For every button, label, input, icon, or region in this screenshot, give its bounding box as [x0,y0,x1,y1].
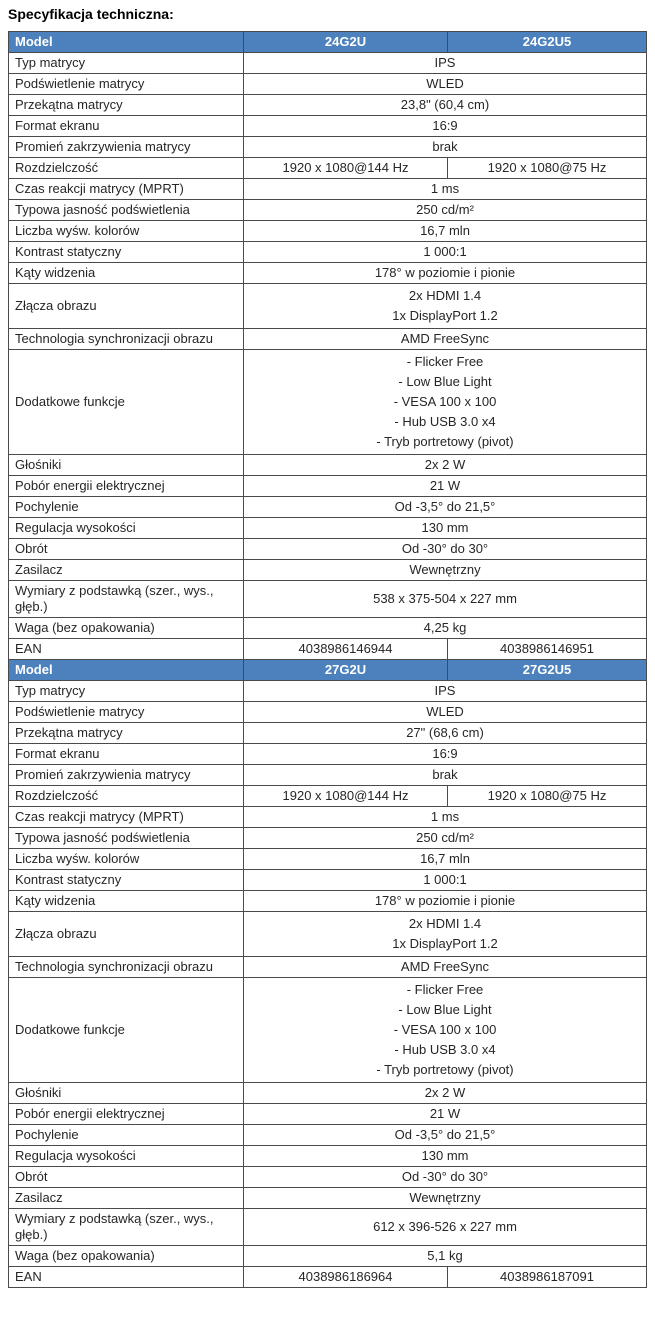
spec-label-cell: Technologia synchronizacji obrazu [9,329,244,350]
value-line: - VESA 100 x 100 [393,394,497,409]
spec-label-cell: Dodatkowe funkcje [9,978,244,1083]
spec-value-cell: 250 cd/m² [244,200,647,221]
value-line: 1x DisplayPort 1.2 [392,308,498,323]
table-row [9,116,647,137]
model-header-cell-24G2U: 24G2U [244,32,448,53]
table-row [9,137,647,158]
spec-label-cell: Typ matrycy [9,681,244,702]
spec-value-cell: 1 000:1 [244,242,647,263]
spec-label-cell: Format ekranu [9,116,244,137]
spec-value-cell: 21 W [244,1104,647,1125]
spec-value-cell: 1920 x 1080@75 Hz [448,786,647,807]
table-row [9,329,647,350]
table-row [9,912,647,957]
table-row [9,681,647,702]
spec-value-cell: 538 x 375-504 x 227 mm [244,581,647,618]
table-row [9,870,647,891]
spec-value-cell [244,912,647,957]
spec-label-cell: Przekątna matrycy [9,723,244,744]
table-row [9,497,647,518]
value-line: 1x DisplayPort 1.2 [392,936,498,951]
spec-label-cell: Pochylenie [9,1125,244,1146]
spec-label-cell: Złącza obrazu [9,284,244,329]
spec-value-cell: Wewnętrzny [244,1188,647,1209]
spec-value-cell: brak [244,765,647,786]
spec-value-cell: WLED [244,74,647,95]
spec-label-cell: Kąty widzenia [9,891,244,912]
table-row [9,200,647,221]
spec-table [8,31,647,1288]
table-row [9,158,647,179]
spec-value-cell: Od -3,5° do 21,5° [244,1125,647,1146]
spec-label-cell: Obrót [9,539,244,560]
model-header-row [9,660,647,681]
table-row [9,1125,647,1146]
spec-label-cell: Typowa jasność podświetlenia [9,828,244,849]
table-row [9,1188,647,1209]
table-row [9,1083,647,1104]
spec-label-cell: Obrót [9,1167,244,1188]
spec-label-cell: Typ matrycy [9,53,244,74]
table-row [9,702,647,723]
model-header-label: Model [9,32,244,53]
table-row [9,179,647,200]
value-line: - Tryb portretowy (pivot) [376,1062,514,1077]
spec-label-cell: Zasilacz [9,1188,244,1209]
spec-value-cell: 16,7 mln [244,849,647,870]
spec-label-cell: Złącza obrazu [9,912,244,957]
table-row [9,1104,647,1125]
spec-label-cell: Pochylenie [9,497,244,518]
table-row [9,455,647,476]
spec-value-cell [244,284,647,329]
spec-value-cell: 2x 2 W [244,1083,647,1104]
value-line: - Flicker Free [406,354,484,369]
table-row [9,242,647,263]
spec-value-cell: 21 W [244,476,647,497]
table-row [9,978,647,1083]
spec-label-cell: Pobór energii elektrycznej [9,476,244,497]
page-title: Specyfikacja techniczna: [8,6,174,22]
table-row [9,1146,647,1167]
model-header-row [9,32,647,53]
spec-value-cell [244,978,647,1083]
table-row [9,723,647,744]
spec-value-cell: IPS [244,681,647,702]
value-line: - Hub USB 3.0 x4 [394,1042,496,1057]
spec-label-cell: Głośniki [9,1083,244,1104]
spec-value-cell: 27" (68,6 cm) [244,723,647,744]
spec-label-cell: Liczba wyśw. kolorów [9,849,244,870]
model-header-cell-24G2U5: 24G2U5 [448,32,647,53]
spec-value-cell: Wewnętrzny [244,560,647,581]
value-line: - Flicker Free [406,982,484,997]
spec-value-cell: 4038986146944 [244,639,448,660]
table-row [9,284,647,329]
spec-label-cell: Zasilacz [9,560,244,581]
value-line: 2x HDMI 1.4 [408,288,482,303]
model-header-cell-27G2U: 27G2U [244,660,448,681]
spec-label-cell: Liczba wyśw. kolorów [9,221,244,242]
spec-value-cell: 16,7 mln [244,221,647,242]
spec-value-cell: 4038986186964 [244,1267,448,1288]
spec-label-cell: Regulacja wysokości [9,1146,244,1167]
spec-value-cell: 2x 2 W [244,455,647,476]
spec-label-cell: Regulacja wysokości [9,518,244,539]
spec-label-cell: Czas reakcji matrycy (MPRT) [9,807,244,828]
spec-value-cell: 612 x 396-526 x 227 mm [244,1209,647,1246]
spec-value-cell: 5,1 kg [244,1246,647,1267]
table-row [9,618,647,639]
table-row [9,1167,647,1188]
table-row [9,807,647,828]
spec-value-cell: 16:9 [244,744,647,765]
spec-label-cell: Rozdzielczość [9,786,244,807]
value-line: - Hub USB 3.0 x4 [394,414,496,429]
table-row [9,828,647,849]
spec-label-cell: Technologia synchronizacji obrazu [9,957,244,978]
spec-value-cell: 4,25 kg [244,618,647,639]
table-row [9,786,647,807]
spec-value-cell: Od -30° do 30° [244,1167,647,1188]
spec-value-cell: Od -3,5° do 21,5° [244,497,647,518]
spec-value-cell: 1920 x 1080@144 Hz [244,158,448,179]
table-row [9,539,647,560]
spec-value-cell: 16:9 [244,116,647,137]
spec-value-cell: 178° w poziomie i pionie [244,891,647,912]
model-header-cell-27G2U5: 27G2U5 [448,660,647,681]
table-row [9,957,647,978]
table-row [9,849,647,870]
spec-value-cell: 23,8" (60,4 cm) [244,95,647,116]
spec-value-cell: WLED [244,702,647,723]
table-row [9,95,647,116]
table-row [9,1209,647,1246]
table-row [9,1246,647,1267]
spec-label-cell: Promień zakrzywienia matrycy [9,765,244,786]
spec-label-cell: EAN [9,1267,244,1288]
table-row [9,639,647,660]
table-row [9,765,647,786]
spec-label-cell: Promień zakrzywienia matrycy [9,137,244,158]
table-row [9,581,647,618]
spec-value-cell: AMD FreeSync [244,329,647,350]
spec-label-cell: EAN [9,639,244,660]
spec-label-cell: Podświetlenie matrycy [9,74,244,95]
spec-label-cell: Dodatkowe funkcje [9,350,244,455]
spec-label-cell: Kąty widzenia [9,263,244,284]
table-row [9,518,647,539]
table-row [9,560,647,581]
spec-label-cell: Podświetlenie matrycy [9,702,244,723]
table-row [9,891,647,912]
value-line: - VESA 100 x 100 [393,1022,497,1037]
table-row [9,263,647,284]
table-row [9,221,647,242]
spec-value-cell: 4038986146951 [448,639,647,660]
value-line: - Low Blue Light [398,1002,492,1017]
spec-label-cell: Przekątna matrycy [9,95,244,116]
table-row [9,1267,647,1288]
spec-label-cell: Pobór energii elektrycznej [9,1104,244,1125]
spec-label-cell: Czas reakcji matrycy (MPRT) [9,179,244,200]
spec-value-cell [244,350,647,455]
spec-label-cell: Kontrast statyczny [9,870,244,891]
spec-value-cell: 130 mm [244,1146,647,1167]
spec-value-cell: 1 ms [244,807,647,828]
spec-label-cell: Wymiary z podstawką (szer., wys., głęb.) [9,1209,244,1246]
value-line: - Low Blue Light [398,374,492,389]
spec-value-cell: brak [244,137,647,158]
spec-value-cell: AMD FreeSync [244,957,647,978]
spec-value-cell: 178° w poziomie i pionie [244,263,647,284]
model-header-label: Model [9,660,244,681]
spec-value-cell: 1 ms [244,179,647,200]
spec-value-cell: 1920 x 1080@75 Hz [448,158,647,179]
spec-label-cell: Rozdzielczość [9,158,244,179]
table-row [9,53,647,74]
spec-value-cell: 1920 x 1080@144 Hz [244,786,448,807]
spec-value-cell: IPS [244,53,647,74]
spec-value-cell: 130 mm [244,518,647,539]
spec-label-cell: Format ekranu [9,744,244,765]
spec-value-cell: Od -30° do 30° [244,539,647,560]
value-line: - Tryb portretowy (pivot) [376,434,514,449]
spec-value-cell: 4038986187091 [448,1267,647,1288]
table-row [9,476,647,497]
spec-value-cell: 250 cd/m² [244,828,647,849]
table-row [9,74,647,95]
spec-label-cell: Wymiary z podstawką (szer., wys., głęb.) [9,581,244,618]
spec-label-cell: Waga (bez opakowania) [9,618,244,639]
table-row [9,350,647,455]
spec-value-cell: 1 000:1 [244,870,647,891]
spec-label-cell: Typowa jasność podświetlenia [9,200,244,221]
spec-label-cell: Waga (bez opakowania) [9,1246,244,1267]
table-row [9,744,647,765]
value-line: 2x HDMI 1.4 [408,916,482,931]
spec-label-cell: Głośniki [9,455,244,476]
spec-label-cell: Kontrast statyczny [9,242,244,263]
